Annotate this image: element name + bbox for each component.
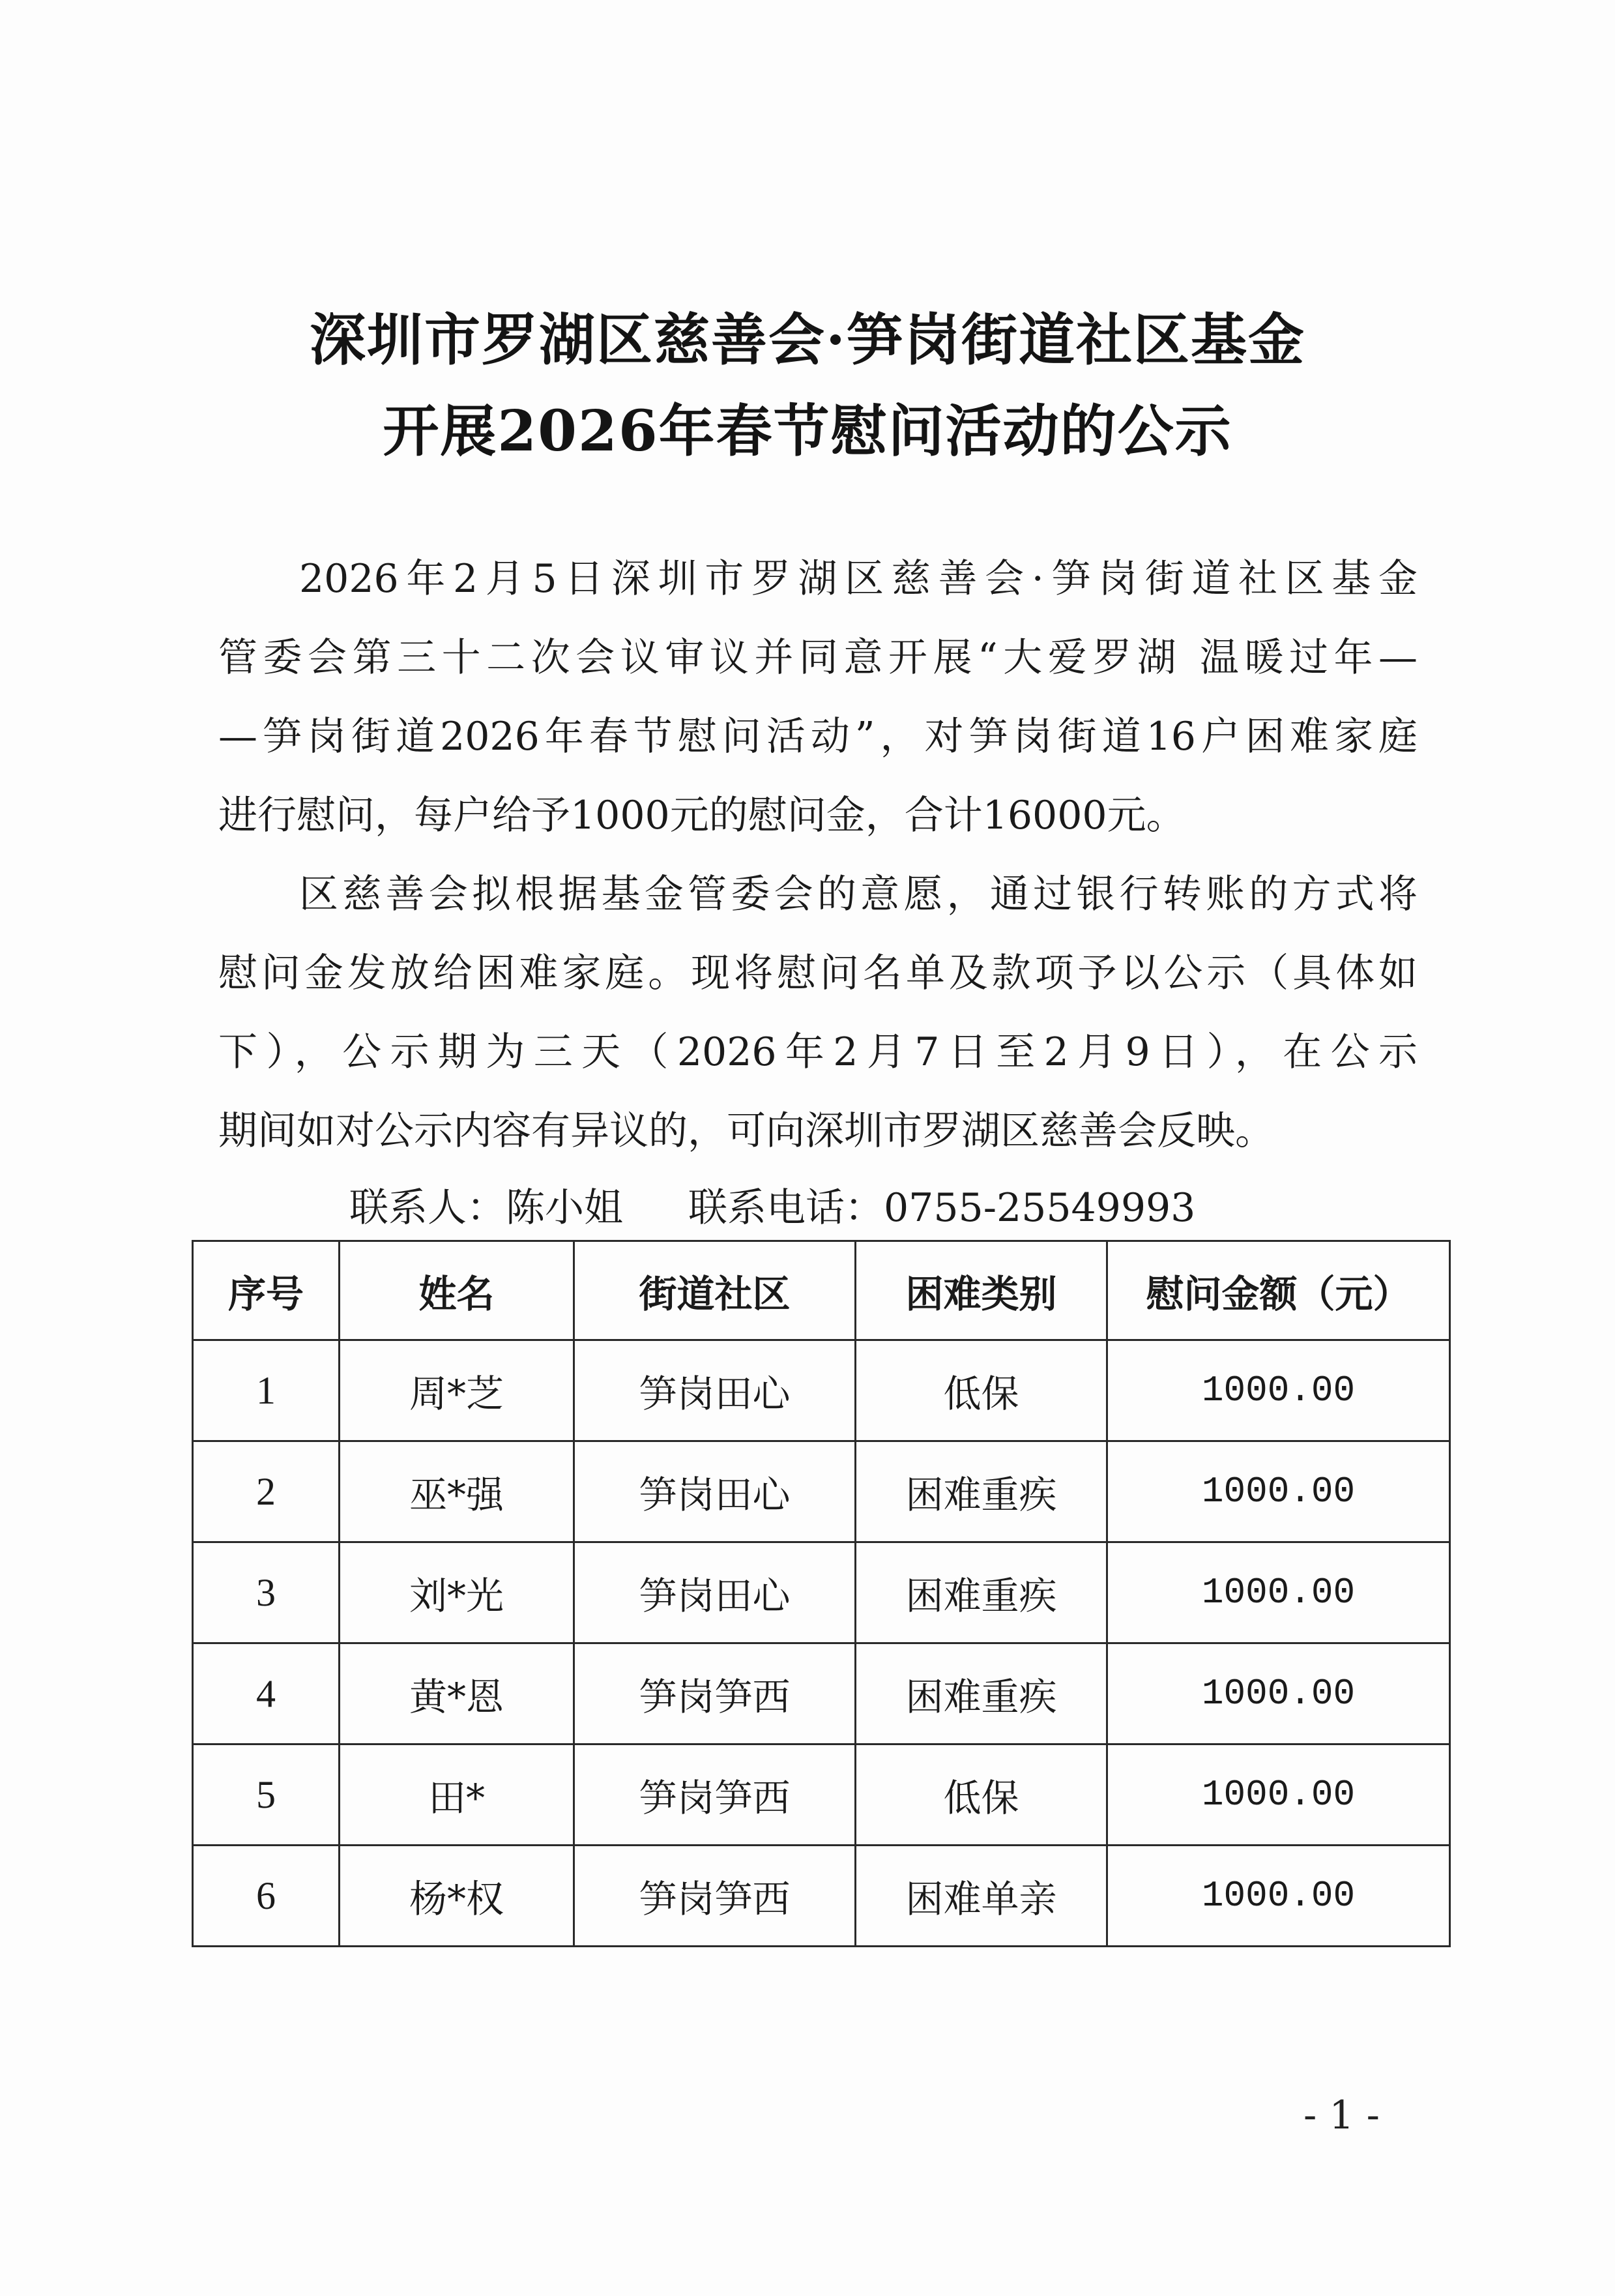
- paragraph-line: 期间如对公示内容有异议的，可向深圳市罗湖区慈善会反映。: [218, 1108, 1274, 1154]
- cell-index: 2: [193, 1441, 340, 1542]
- cell-index: 4: [193, 1643, 340, 1744]
- cell-community: 笋岗笋西: [574, 1846, 856, 1947]
- cell-name: 黄*恩: [340, 1643, 574, 1744]
- cell-amount: 1000.00: [1107, 1846, 1450, 1947]
- paragraph-line: 慰问金发放给困难家庭。现将慰问名单及款项予以公示（具体如: [218, 950, 1418, 996]
- document-title-line-2: 开展2026年春节慰问活动的公示: [383, 398, 1232, 464]
- table-row: [193, 1542, 1450, 1643]
- cell-name: 田*: [340, 1744, 574, 1846]
- cell-index: 3: [193, 1542, 340, 1643]
- table-row: [193, 1340, 1450, 1441]
- paragraph-line: 管委会第三十二次会议审议并同意开展“大爱罗湖 温暖过年—: [218, 635, 1418, 681]
- cell-name: 周*芝: [340, 1340, 574, 1441]
- paragraph-line: 进行慰问，每户给予1000元的慰问金，合计16000元。: [218, 793, 1186, 838]
- cell-name: 巫*强: [340, 1441, 574, 1542]
- cell-community: 笋岗田心: [574, 1441, 856, 1542]
- header-amount: 慰问金额（元）: [1107, 1241, 1450, 1340]
- cell-amount: 1000.00: [1107, 1542, 1450, 1643]
- paragraph-line: 2026年2月5日深圳市罗湖区慈善会·笋岗街道社区基金: [299, 556, 1418, 602]
- table-header-row: [193, 1241, 1450, 1340]
- cell-category: 困难重疾: [856, 1643, 1107, 1744]
- contact-person: 联系人：陈小姐: [349, 1185, 623, 1231]
- paragraph-announcement: [218, 540, 1418, 855]
- paragraph-line: 下），公示期为三天（2026年2月7日至2月9日），在公示: [218, 1029, 1418, 1075]
- cell-amount: 1000.00: [1107, 1340, 1450, 1441]
- cell-category: 困难重疾: [856, 1542, 1107, 1643]
- document-title-line-1: 深圳市罗湖区慈善会·笋岗街道社区基金: [310, 307, 1305, 373]
- cell-category: 困难单亲: [856, 1846, 1107, 1947]
- cell-category: 低保: [856, 1340, 1107, 1441]
- cell-index: 1: [193, 1340, 340, 1441]
- header-name: 姓名: [340, 1241, 574, 1340]
- header-category: 困难类别: [856, 1241, 1107, 1340]
- table-row: [193, 1643, 1450, 1744]
- cell-community: 笋岗笋西: [574, 1744, 856, 1846]
- paragraph-line: 区慈善会拟根据基金管委会的意愿，通过银行转账的方式将: [299, 872, 1418, 917]
- cell-index: 5: [193, 1744, 340, 1846]
- cell-category: 困难重疾: [856, 1441, 1107, 1542]
- table-row: [193, 1846, 1450, 1947]
- cell-community: 笋岗笋西: [574, 1643, 856, 1744]
- page-number: - 1 -: [1303, 2093, 1380, 2138]
- table-row: [193, 1441, 1450, 1542]
- contact-phone: 联系电话：0755-25549993: [688, 1185, 1196, 1231]
- header-index: 序号: [193, 1241, 340, 1340]
- cell-name: 刘*光: [340, 1542, 574, 1643]
- header-community: 街道社区: [574, 1241, 856, 1340]
- recipient-table: [192, 1240, 1451, 1947]
- cell-index: 6: [193, 1846, 340, 1947]
- table-row: [193, 1744, 1450, 1846]
- contact-info: [349, 1169, 1195, 1248]
- cell-category: 低保: [856, 1744, 1107, 1846]
- cell-amount: 1000.00: [1107, 1441, 1450, 1542]
- cell-community: 笋岗田心: [574, 1542, 856, 1643]
- cell-amount: 1000.00: [1107, 1643, 1450, 1744]
- paragraph-publicity: [218, 855, 1418, 1171]
- cell-community: 笋岗田心: [574, 1340, 856, 1441]
- cell-amount: 1000.00: [1107, 1744, 1450, 1846]
- cell-name: 杨*权: [340, 1846, 574, 1947]
- paragraph-line: —笋岗街道2026年春节慰问活动”，对笋岗街道16户困难家庭: [218, 714, 1418, 759]
